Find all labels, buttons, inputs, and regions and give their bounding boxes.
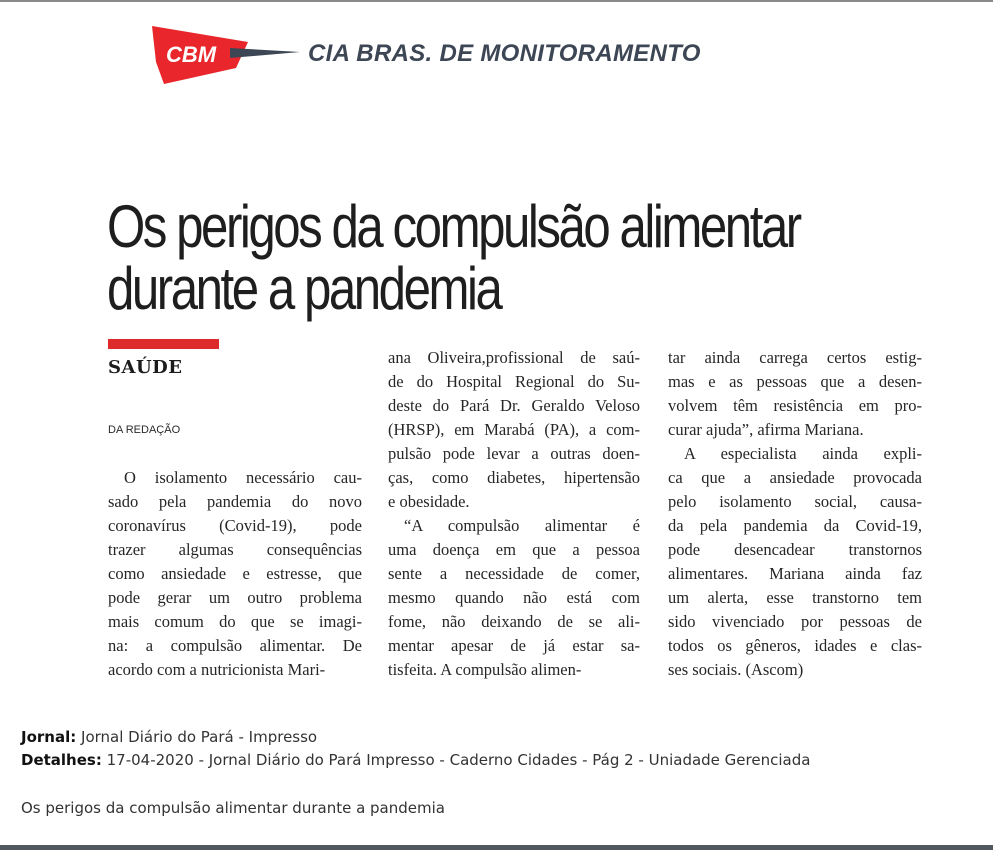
logo-text: CBM <box>166 42 217 67</box>
article-line: volvem têm resistência em pro- <box>668 396 922 415</box>
logo-arrow <box>230 48 300 58</box>
article-line: coronavírus (Covid-19), pode <box>108 516 362 535</box>
article-headline <box>107 193 800 322</box>
article-line: mais comum do que se imagi- <box>108 612 362 631</box>
meta-detalhes-value: 17-04-2020 - Jornal Diário do Pará Impresso - Caderno Cidades - Pág 2 - Uniadade Gerenciada <box>106 751 811 769</box>
article-line: sado pela pandemia do novo <box>108 492 362 511</box>
article-line: tar ainda carrega certos estig- <box>668 348 922 367</box>
article-column-1 <box>108 466 362 682</box>
meta-jornal <box>21 728 317 746</box>
article-caption: Os perigos da compulsão alimentar durante a pandemia <box>21 799 445 817</box>
article-line: da pela pandemia da Covid-19, <box>668 516 922 535</box>
article-line: pelo isolamento social, causa- <box>668 492 922 511</box>
article-column-3 <box>668 346 922 682</box>
article-line: ca que a ansiedade provocada <box>668 468 922 487</box>
article-line: O isolamento necessário cau- <box>124 468 362 487</box>
article-line: ana Oliveira,profissional de saú- <box>388 348 640 367</box>
meta-jornal-label: Jornal: <box>21 728 77 746</box>
article-line: na: a compulsão alimentar. De <box>108 636 362 655</box>
article-line: pode gerar um outro problema <box>108 588 362 607</box>
article-line: uma doença em que a pessoa <box>388 540 640 559</box>
article-line: pulsão pode levar a outras doen- <box>388 444 640 463</box>
bottom-divider <box>0 845 993 850</box>
article-line: ses sociais. (Ascom) <box>668 660 804 679</box>
article-line: pode desencadear transtornos <box>668 540 922 559</box>
article-line: acordo com a nutricionista Mari- <box>108 660 326 679</box>
article-line: ças, como diabetes, hipertensão <box>388 468 640 487</box>
cbm-logo <box>150 22 300 86</box>
article-line: (HRSP), em Marabá (PA), a com- <box>388 420 640 439</box>
article-line: trazer algumas consequências <box>108 540 362 559</box>
article-line: A especialista ainda expli- <box>684 444 922 463</box>
article-line: mesmo quando não está com <box>388 588 640 607</box>
article-line: mentar apesar de já estar sa- <box>388 636 640 655</box>
article-column-2 <box>388 346 640 682</box>
headline-line: Os perigos da compulsão alimentar <box>107 193 800 260</box>
article-line: tisfeita. A compulsão alimen- <box>388 660 582 679</box>
meta-detalhes-label: Detalhes: <box>21 751 102 769</box>
brand-name: CIA BRAS. DE MONITORAMENTO <box>308 40 701 67</box>
section-accent-bar <box>108 339 219 349</box>
article-line: e obesidade. <box>388 492 470 511</box>
article-line: todos os gêneros, idades e clas- <box>668 636 922 655</box>
article-line: mas e as pessoas que a desen- <box>668 372 922 391</box>
top-divider <box>0 0 993 2</box>
meta-detalhes <box>21 751 810 769</box>
meta-jornal-value: Jornal Diário do Pará - Impresso <box>81 728 318 746</box>
article-line: de do Hospital Regional do Su- <box>388 372 640 391</box>
article-line: um alerta, esse transtorno tem <box>668 588 922 607</box>
article-line: sente a necessidade de comer, <box>388 564 640 583</box>
article-line: sido vivenciado por pessoas de <box>668 612 922 631</box>
section-label: SAÚDE <box>108 357 183 378</box>
article-line: deste do Pará Dr. Geraldo Veloso <box>388 396 640 415</box>
article-line: fome, não deixando de se ali- <box>388 612 640 631</box>
headline-line: durante a pandemia <box>107 255 501 322</box>
article-line: curar ajuda”, afirma Mariana. <box>668 420 864 439</box>
byline: DA REDAÇÃO <box>108 424 181 436</box>
article-line: “A compulsão alimentar é <box>404 516 640 535</box>
article-line: como ansiedade e estresse, que <box>108 564 362 583</box>
article-line: alimentares. Mariana ainda faz <box>668 564 922 583</box>
